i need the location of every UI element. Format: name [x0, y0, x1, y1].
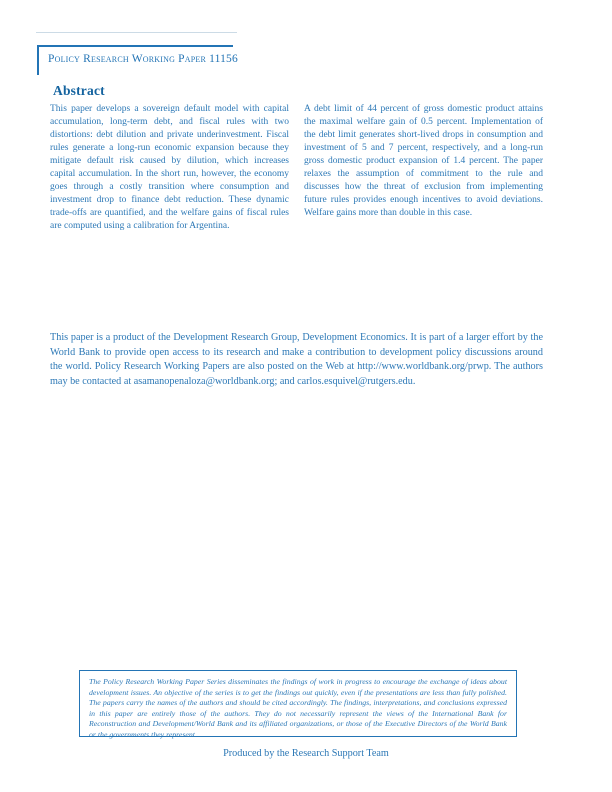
series-header — [37, 45, 238, 75]
footer-credit: Produced by the Research Support Team — [223, 748, 389, 759]
series-title — [48, 53, 238, 65]
abstract-body — [50, 103, 543, 233]
paper-number: 11156 — [209, 53, 238, 65]
disclaimer-text: The Policy Research Working Paper Series disseminates the findings of work in progress to encourage the exchange of ideas about development issues. An objective of the series is to get the findings out quickly, even if the presentations are less than fully polished. The papers carry the names of the authors and should be cited accordingly. The findings, interpretations, and conclusions expressed in this paper are entirely those of the authors. They do not necessarily represent the views of the International Bank for Reconstruction and Development/World Bank and its affiliated organizations, or those of the Executive Directors of the World Bank or the governments they represent. — [89, 677, 507, 739]
provenance-paragraph: This paper is a product of the Development Research Group, Development Economics. It is part of a larger effort by the World Bank to provide open access to its research and make a contribution to development policy discussions around the world. Policy Research Working Papers are also posted on the Web at http://www.worldbank.org/prwp. The authors may be contacted at asamanopenaloza@worldbank.org; and carlos.esquivel@rutgers.edu. — [50, 332, 543, 387]
abstract-heading: Abstract — [53, 83, 105, 98]
disclaimer-box — [79, 670, 517, 737]
abstract-column-right: A debt limit of 44 percent of gross domestic product attains the maximal welfare gain of 0.5 percent. Implementation of the debt limit generates short-lived drops in consumption and investment of 5 and 7 percent, respectively, and a long-run gross domestic product expansion of 1.4 percent. The paper relaxes the assumption of commitment to the rule and discusses how the threat of exclusion from implementing future rules provides enough incentives to avoid deviations. Welfare gains more than double in this case. — [304, 104, 543, 218]
series-name: Policy Research Working Paper — [48, 53, 206, 65]
top-rule-shadow — [36, 32, 237, 33]
abstract-column-left: This paper develops a sovereign default model with capital accumulation, long-term debt, and fiscal rules with two distortions: debt dilution and private underinvestment. Fiscal rules generate a long-run economic expansion because they mitigate default risk caused by dilution, which increases capital accumulation. In the short run, however, the economy goes through a costly transition where consumption and investment drop to finance debt reduction. These dynamic trade-offs are quantified, and the welfare gains of fiscal rules are computed using a calibration for Argentina. — [50, 104, 289, 231]
